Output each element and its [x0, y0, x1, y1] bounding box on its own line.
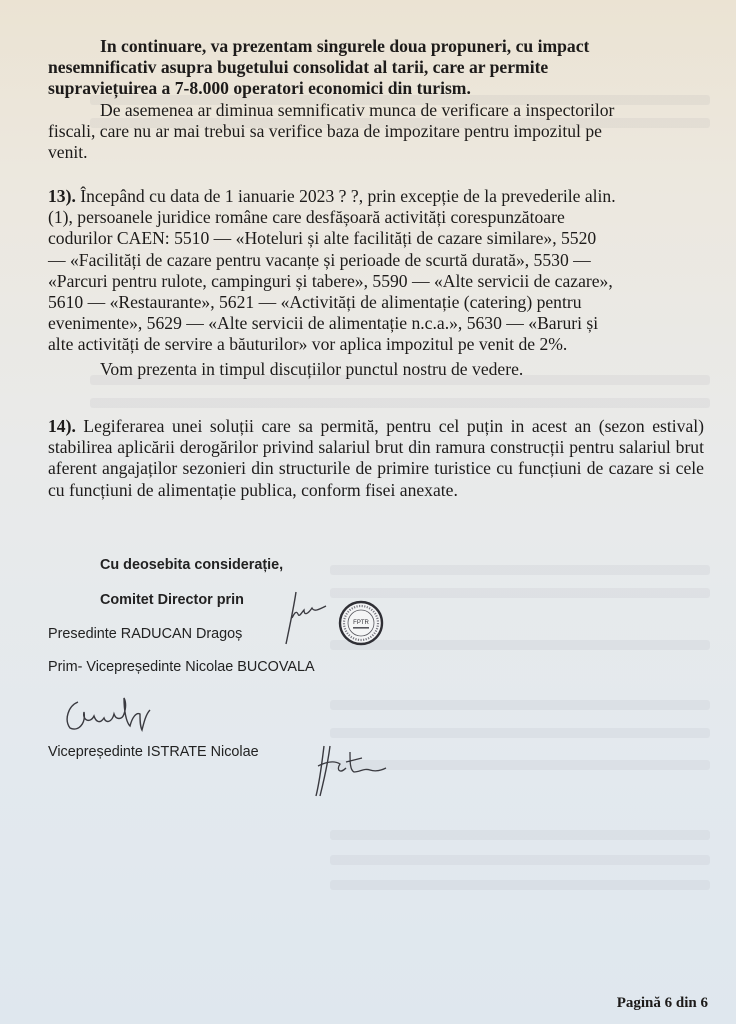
page-number: [617, 995, 708, 1012]
committee-label: Comitet Director prin: [100, 592, 244, 608]
intro-line: venit.: [48, 142, 88, 163]
proposal-13-line: alte activități de servire a băuturilor» vor aplica impozitul pe venit de 2%.: [48, 334, 568, 355]
stamp-label: FPTR: [353, 620, 369, 626]
proposal-14: [48, 416, 704, 501]
intro-bold-paragraph: [48, 36, 702, 100]
first-vice-president-signature: [60, 690, 160, 740]
proposal-13-line: «Parcuri pentru rulote, campinguri și tabere», 5590 — «Alte servicii de cazare»,: [48, 270, 613, 291]
intro-line: fiscali, care nu ar mai trebui sa verifice baza de impozitare pentru impozitul pe: [48, 121, 602, 142]
intro-bold-line: In continuare, va prezentam singurele doua propuneri, cu impact: [100, 36, 590, 56]
president-signature: [282, 588, 332, 648]
proposal-13-text: Începând cu data de 1 ianuarie 2023 ? ?, prin excepție de la prevederile alin.: [75, 186, 616, 206]
proposal-13-line: evenimente», 5629 — «Alte servicii de alimentație n.c.a.», 5630 — «Baruri și: [48, 313, 599, 334]
proposal-13-line: — «Facilități de cazare pentru vacanțe și perioade de scurtă durată», 5530 —: [48, 249, 591, 270]
vice-president-name: Vicepreședinte ISTRATE Nicolae: [48, 744, 259, 760]
organization-stamp: [338, 600, 384, 646]
page-separator: din: [675, 995, 697, 1011]
proposal-13-number: 13).: [48, 186, 76, 206]
first-vice-president-name: Prim- Vicepreședinte Nicolae BUCOVALA: [48, 659, 315, 675]
page-current: 6: [664, 995, 673, 1011]
intro-bold-line: supraviețuirea a 7-8.000 operatori economici din turism.: [48, 78, 471, 99]
page-label: Pagină: [616, 995, 661, 1011]
proposal-14-text: Legiferarea unei soluții care sa permită, pentru cel puțin in acest an (sezon estival) stabilirea aplicării derogărilor privind salariul brut din ramura construcții pentru salariul brut aferent angajaților sezonieri din structurile de primire turistice cu funcțiuni de cazare si cele cu funcțiuni de alimentație publica, conform fisei anexate.: [48, 416, 704, 500]
proposal-13: [48, 186, 702, 380]
proposal-13-line: (1), persoanele juridice române care desfășoară activități corespunzătoare: [48, 207, 565, 228]
closing-salutation: Cu deosebita considerație,: [100, 557, 284, 573]
vice-president-signature: [310, 740, 390, 800]
intro-bold-line: nesemnificativ asupra bugetului consolidat al tarii, care ar permite: [48, 57, 549, 78]
page-total: 6: [700, 995, 708, 1011]
intro-line: De asemenea ar diminua semnificativ munca de verificare a inspectorilor: [100, 100, 615, 120]
proposal-14-number: 14).: [48, 416, 76, 436]
intro-paragraph: [48, 100, 702, 164]
proposal-13-line: codurilor CAEN: 5510 — «Hoteluri și alte facilități de cazare similare», 5520: [48, 228, 597, 249]
proposal-13-line: [48, 186, 702, 207]
proposal-13-note: Vom prezenta in timpul discuțiilor punctul nostru de vedere.: [100, 358, 524, 379]
president-name: Presedinte RADUCAN Dragoș: [48, 626, 243, 642]
proposal-13-line: 5610 — «Restaurante», 5621 — «Activități de alimentație (catering) pentru: [48, 292, 582, 313]
